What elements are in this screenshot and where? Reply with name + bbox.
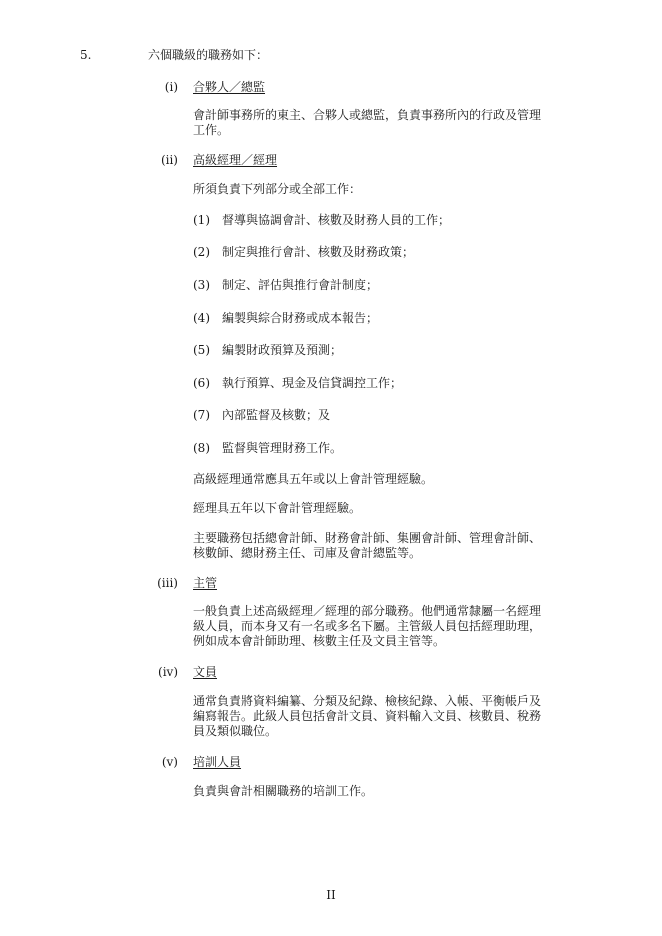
note-line: 核數師、總財務主任、司庫及會計總監等。 bbox=[193, 546, 422, 560]
duty-text: 制定、評估與推行會計制度； bbox=[222, 278, 379, 292]
item-title: 高級經理／經理 bbox=[193, 153, 278, 167]
item-description bbox=[193, 108, 588, 138]
section-heading: 六個職級的職務如下： bbox=[148, 48, 269, 62]
item-marker: (iv) bbox=[158, 665, 178, 679]
item-note bbox=[193, 531, 588, 561]
item-marker: (v) bbox=[161, 755, 178, 769]
description-line: 編寫報告。此級人員包括會計文員、資料輸入文員、核數員、稅務 bbox=[193, 709, 542, 723]
item-marker: (i) bbox=[164, 80, 178, 94]
item-description bbox=[193, 694, 588, 739]
duty-marker: (7) bbox=[193, 408, 210, 422]
item-title: 合夥人／總監 bbox=[193, 80, 266, 94]
item-intro: 所須負責下列部分或全部工作： bbox=[193, 182, 362, 196]
duty-marker: (2) bbox=[193, 245, 210, 259]
item-note: 經理具五年以下會計管理經驗。 bbox=[193, 501, 362, 515]
description-line: 通常負責將資料編纂、分類及紀錄、檢核紀錄、入帳、平衡帳戶及 bbox=[193, 694, 542, 708]
description-line: 例如成本會計師助理、核數主任及文員主管等。 bbox=[193, 634, 446, 648]
duty-marker: (6) bbox=[193, 376, 210, 390]
note-line: 主要職務包括總會計師、財務會計師、集團會計師、管理會計師、 bbox=[193, 531, 542, 545]
page-number: II bbox=[326, 888, 336, 902]
duty-marker: (5) bbox=[193, 343, 210, 357]
duty-marker: (4) bbox=[193, 311, 210, 325]
duty-marker: (3) bbox=[193, 278, 210, 292]
item-title: 培訓人員 bbox=[193, 755, 242, 769]
item-description bbox=[193, 604, 588, 649]
item-title: 主管 bbox=[193, 576, 218, 590]
item-title: 文員 bbox=[193, 665, 218, 679]
description-line: 級人員，而本身又有一名或多名下屬。主管級人員包括經理助理， bbox=[193, 619, 542, 633]
duty-text: 執行預算、現金及信貸調控工作； bbox=[222, 376, 403, 390]
duty-marker: (8) bbox=[193, 441, 210, 455]
item-marker: (ii) bbox=[160, 153, 178, 167]
item-description bbox=[193, 784, 588, 799]
description-line: 員及類似職位。 bbox=[193, 724, 278, 738]
duty-text: 編製與綜合財務或成本報告； bbox=[222, 311, 379, 325]
description-line: 一般負責上述高級經理／經理的部分職務。他們通常隸屬一名經理 bbox=[193, 604, 542, 618]
item-marker: (iii) bbox=[157, 576, 178, 590]
duty-text: 內部監督及核數；及 bbox=[222, 408, 331, 422]
item-note: 高級經理通常應具五年或以上會計管理經驗。 bbox=[193, 472, 434, 486]
duty-marker: (1) bbox=[193, 213, 210, 227]
duty-text: 編製財政預算及預測； bbox=[222, 343, 343, 357]
description-line: 會計師事務所的東主、合夥人或總監，負責事務所內的行政及管理 bbox=[193, 108, 542, 122]
duty-text: 監督與管理財務工作。 bbox=[222, 441, 343, 455]
description-line: 工作。 bbox=[193, 123, 230, 137]
description-line: 負責與會計相關職務的培訓工作。 bbox=[193, 784, 374, 798]
duty-text: 制定與推行會計、核數及財務政策； bbox=[222, 245, 415, 259]
duty-text: 督導與協調會計、核數及財務人員的工作； bbox=[222, 213, 451, 227]
section-number: 5. bbox=[80, 48, 92, 62]
